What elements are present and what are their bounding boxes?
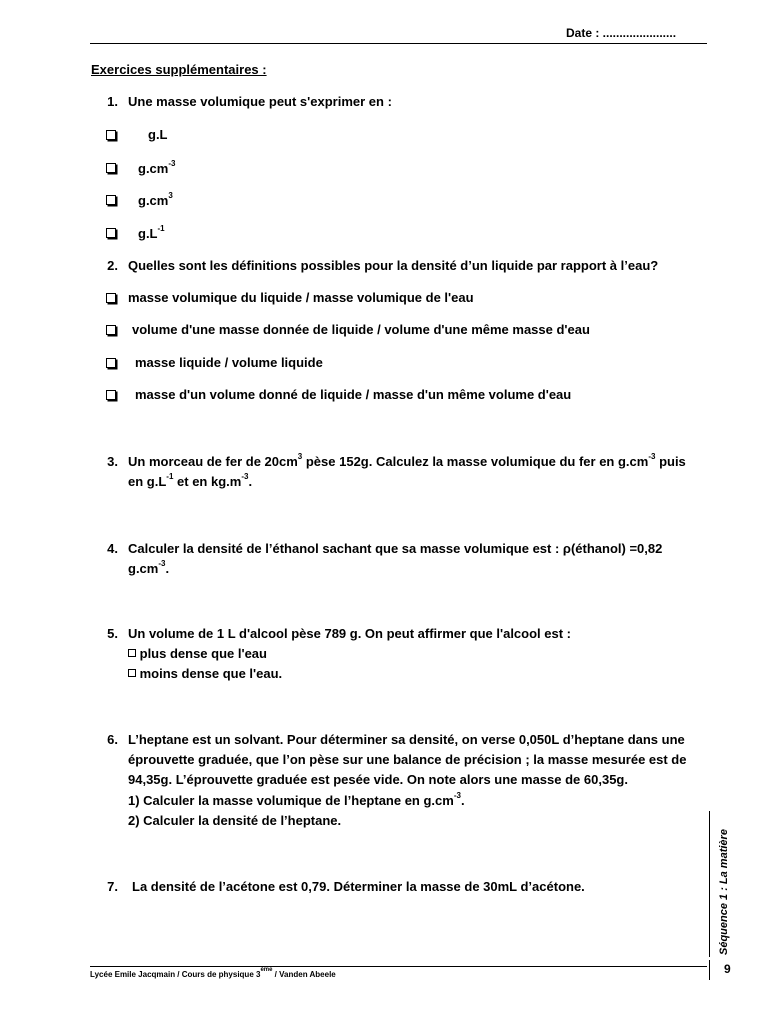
q4-line-2: $g.cm^{-3}$. <box>128 558 170 576</box>
q1-option-2-checkbox[interactable] <box>106 161 116 176</box>
sequence-label: Séquence 1 : La matière <box>718 829 730 955</box>
q6-line-1: L’heptane est un solvant. Pour déterminer sa densité, on verse 0,050L d’heptane dans une <box>128 732 685 747</box>
page-number: 9 <box>724 962 731 976</box>
q1-option-3-checkbox[interactable] <box>106 193 116 208</box>
q6-line-2: éprouvette graduée, que l’on pèse sur une balance de précision ; la masse mesurée est de <box>128 752 687 767</box>
q3-line-1: Un morceau de fer de $20cm^3$ pèse 152g. Calculez la masse volumique du fer en $g.cm^{-3}$ puis <box>128 451 686 469</box>
q1-option-1: g.L <box>148 127 168 142</box>
q2-option-2-checkbox[interactable] <box>106 323 116 338</box>
q4-line-1: Calculer la densité de l’éthanol sachant que sa masse volumique est : ρ(éthanol) =0,82 <box>128 541 663 556</box>
q6-number: 6. <box>107 732 118 747</box>
q6-line-4: 1) Calculer la masse volumique de l’heptane en $g.cm^{-3}$. <box>128 790 465 808</box>
q1-option-3: $g.cm^3$ <box>138 190 173 208</box>
sidebar-rule <box>709 811 710 957</box>
q2-option-1: masse volumique du liquide / masse volumique de l'eau <box>128 290 474 305</box>
q2-option-3: masse liquide / volume liquide <box>135 355 323 370</box>
q2-option-4-checkbox[interactable] <box>106 388 116 403</box>
q1-option-2: $g.cm^{-3}$ <box>138 158 176 176</box>
q5-option-2-checkbox[interactable] <box>128 669 136 677</box>
q5-number: 5. <box>107 626 118 641</box>
q2-option-2: volume d'une masse donnée de liquide / volume d'une même masse d'eau <box>132 322 590 337</box>
q2-option-1-checkbox[interactable] <box>106 291 116 306</box>
q4-number: 4. <box>107 541 118 556</box>
q2-text: Quelles sont les définitions possibles pour la densité d’un liquide par rapport à l’eau? <box>128 258 659 273</box>
footer-rule <box>90 966 707 967</box>
q1-option-4: $g.L^{-1}$ <box>138 223 165 241</box>
footer-text: Lycée Emile Jacqmain / Cours de physique 3ème / Vanden Abeele <box>90 967 336 979</box>
q7-text: La densité de l’acétone est 0,79. Déterminer la masse de 30mL d’acétone. <box>132 879 585 894</box>
q5-text: Un volume de 1 L d'alcool pèse 789 g. On peut affirmer que l'alcool est : <box>128 626 571 641</box>
date-field: Date : ...................... <box>566 26 677 40</box>
q6-line-5: 2) Calculer la densité de l’heptane. <box>128 813 342 828</box>
q2-option-3-checkbox[interactable] <box>106 356 116 371</box>
q6-line-3: 94,35g. L’éprouvette graduée est pesée vide. On note alors une masse de 60,35g. <box>128 772 628 787</box>
q7-number: 7. <box>107 879 118 894</box>
q5-option-2: moins dense que l'eau. <box>128 666 282 681</box>
q1-number: 1. <box>107 94 118 109</box>
q1-option-1-checkbox[interactable] <box>106 128 116 143</box>
page-title: Exercices supplémentaires : <box>91 62 267 77</box>
q3-number: 3. <box>107 454 118 469</box>
q5-option-1-checkbox[interactable] <box>128 649 136 657</box>
q2-number: 2. <box>107 258 118 273</box>
page-number-rule <box>709 960 710 980</box>
header-rule <box>90 43 707 44</box>
q1-text: Une masse volumique peut s'exprimer en : <box>128 94 392 109</box>
q1-option-4-checkbox[interactable] <box>106 226 116 241</box>
q3-line-2: en $g.L^{-1}$ et en $kg.m^{-3}$. <box>128 471 253 489</box>
q5-option-1: plus dense que l'eau <box>128 646 267 661</box>
q2-option-4: masse d'un volume donné de liquide / masse d'un même volume d'eau <box>135 387 572 402</box>
